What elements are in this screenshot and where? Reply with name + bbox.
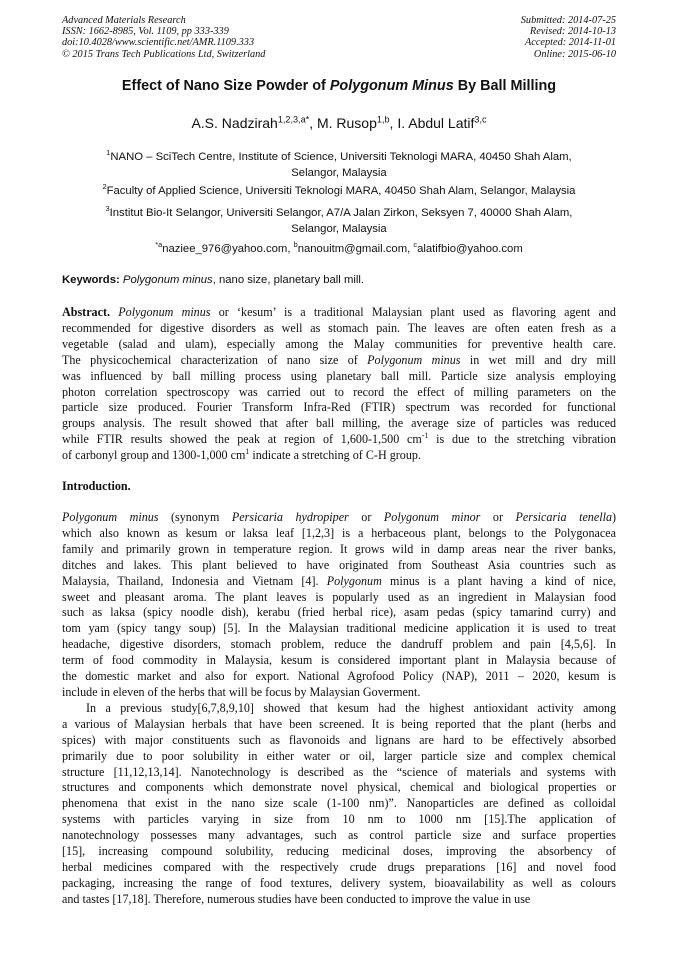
text-run: include in eleven of the herbs that will be focus by Malaysian Goverment. xyxy=(62,684,421,699)
title-post: By Ball Milling xyxy=(453,78,557,94)
text-line xyxy=(62,605,616,621)
keywords-label: Keywords: xyxy=(62,274,120,286)
text-run: primarily due to poor solubility in either water or oil, larger particle size and complex chemical xyxy=(62,748,616,763)
keywords xyxy=(62,274,616,286)
doi-line: doi:10.4028/www.scientific.net/AMR.1109.333 xyxy=(62,37,255,49)
affiliation-line: Selangor, Malaysia xyxy=(291,223,387,235)
text-run: sweet and pleasant aroma. The plant leaves is popularly used as an ingredient in Malaysian food xyxy=(62,589,616,604)
author-emails xyxy=(40,240,638,255)
italic-text: Persicaria hydropiper xyxy=(231,510,349,524)
text-run: phenomena that exist in the nano size scale (1-100 nm)”. Nanoparticles are defined as colloidal xyxy=(62,796,616,811)
text-line xyxy=(62,812,616,828)
italic-text: Polygonum xyxy=(326,573,382,588)
email-address: naziee_976@yahoo.com, xyxy=(162,243,294,255)
text-line xyxy=(62,637,616,653)
paper-title xyxy=(40,78,638,94)
text-run: minus is a plant having a kind of nice, xyxy=(381,573,616,588)
text-run: or ‘kesum’ is a traditional Malaysian plant used as flavoring agent and xyxy=(210,305,616,319)
text-line xyxy=(62,876,616,892)
text-line xyxy=(62,400,616,416)
text-run: (synonym xyxy=(158,510,232,524)
text-run: ditches and lakes. This plant believed to have originated from Southeast Asia countries such as xyxy=(62,557,616,572)
superscript: -1 xyxy=(421,431,429,441)
email-address: nanouitm@gmail.com, xyxy=(297,243,414,255)
text-line xyxy=(62,653,616,669)
text-run: indicate a stretching of C-H group. xyxy=(249,448,421,463)
author-sup: 3,c xyxy=(474,114,487,125)
italic-text: Polygonum minus xyxy=(62,510,159,524)
text-run: family and primarily grown in temperature region. It grows wild in damp areas near the river banks, xyxy=(62,541,616,556)
text-line xyxy=(62,558,616,574)
text-line xyxy=(62,621,616,637)
introduction-heading: Introduction. xyxy=(62,479,131,493)
text-line xyxy=(62,574,616,590)
text-run: tom yam (spicy tangy soup) [5]. In the Malaysian traditional medicine application it is used to treat xyxy=(62,621,616,636)
italic-text: Polygonum minus xyxy=(118,305,211,319)
journal-info xyxy=(62,15,265,60)
keywords-rest: , nano size, planetary ball mill. xyxy=(212,274,365,286)
text-line xyxy=(62,321,616,337)
affiliation-line: Faculty of Applied Science, Universiti Teknologi MARA, 40450 Shah Alam, Selangor, Malaysia xyxy=(106,185,576,197)
italic-text: Polygonum minor xyxy=(383,510,481,524)
email-address: alatifbio@yahoo.com xyxy=(417,243,523,255)
text-run: ) xyxy=(612,510,617,524)
text-run: in wet mill and dry mill xyxy=(460,352,616,367)
text-run xyxy=(567,510,580,524)
text-line xyxy=(62,765,616,781)
text-line xyxy=(62,305,616,321)
affiliation-line: NANO – SciTech Centre, Institute of Science, Universiti Teknologi MARA, 40450 Shah Alam, xyxy=(110,151,572,163)
accepted-date: Accepted: 2014-11-01 xyxy=(524,37,616,49)
text-line xyxy=(62,860,616,876)
revised-date: Revised: 2014-10-13 xyxy=(529,26,616,38)
text-line xyxy=(62,749,616,765)
text-run: nanotechnology possesses many advantages, such as control particle size and surface properties xyxy=(62,828,616,843)
italic-text: Persicaria xyxy=(515,510,567,524)
text-run: [15], increasing compound solubility, reducing medicinal doses, improving the absorbency of xyxy=(62,844,616,859)
text-run: packaging, increasing the range of food textures, delivery system, bioavailability as well as colours xyxy=(62,875,616,890)
text-line xyxy=(62,669,616,685)
text-line xyxy=(62,844,616,860)
title-italic: Polygonum Minus xyxy=(329,78,454,94)
text-run: vegetable (salad and ulam), especially among the Malay communities for preventive health care. xyxy=(62,336,616,351)
email-sup: *a xyxy=(155,240,163,250)
affiliation-num: 2 xyxy=(102,182,107,192)
text-run: The physicochemical characterization of nano size of xyxy=(62,352,368,367)
author-sup: 1,2,3,a* xyxy=(277,114,310,125)
text-run: In a previous study[6,7,8,9,10] showed that kesum had the highest antioxidant activity among xyxy=(86,700,616,715)
affiliation-line: Institut Bio-It Selangor, Universiti Selangor, A7/A Jalan Zirkon, Seksyen 7, 40000 Shah Alam, xyxy=(109,207,573,219)
text-line xyxy=(62,542,616,558)
text-run: photon correlation spectroscopy was carried out to record the effect of milling parameters on the xyxy=(62,384,616,399)
text-run: herbal medicines compared with the respectively crude drugs preparations [16] and novel food xyxy=(62,859,616,874)
text-line xyxy=(62,337,616,353)
text-line xyxy=(62,369,616,385)
text-run: which also known as kesum or laksa leaf [1,2,3] is a herbaceous plant, belongs to the Polygonacea xyxy=(62,525,616,540)
text-run: structures and components which demonstrate novel physical, chemical and biological properties or xyxy=(62,780,616,795)
text-run: headache, digestive disorders, stomach problem, reduce the dandruff problem and pain [4,5,6]. In xyxy=(62,637,616,652)
text-run: was influenced by ball milling process using planetary ball mill. Particle size analysis employing xyxy=(62,368,616,383)
text-run: particle size produced. Fourier Transform Infra-Red (FTIR) spectrum was recorded for functional xyxy=(62,400,616,415)
online-date: Online: 2015-06-10 xyxy=(533,48,616,60)
copyright-line: © 2015 Trans Tech Publications Ltd, Switzerland xyxy=(62,48,266,60)
text-run: Malaysia, Thailand, Indonesia and Vietnam [4]. xyxy=(62,573,327,588)
text-run: systems with particles varying in size from 10 nm to 1000 nm [15].The application of xyxy=(62,812,616,827)
text-run: of carbonyl group and 1300-1,000 cm xyxy=(62,448,246,463)
text-run: such as laksa (spicy noodle dish), kerabu (fried herbal rice), asam pedas (spicy tamarind curry) and xyxy=(62,605,616,620)
text-line xyxy=(62,590,616,606)
superscript: 1 xyxy=(245,447,250,457)
text-line xyxy=(62,796,616,812)
text-line xyxy=(62,353,616,369)
text-run: the domestic market and also for export. National Agrofood Policy (NAP), 2011 – 2020, kesum is xyxy=(62,669,616,684)
title-pre: Effect of Nano Size Powder of xyxy=(121,78,330,94)
affiliation-num: 3 xyxy=(105,204,110,214)
text-run: while FTIR results showed the peak at region of 1,600-1,500 cm xyxy=(62,432,422,447)
text-run: is due to the stretching vibration xyxy=(428,432,616,447)
dates-info xyxy=(521,15,616,60)
text-run: a various of Malaysian herbals that have been screened. It is being reported that the plant (herbs and xyxy=(62,716,616,731)
author-name: A.S. Nadzirah xyxy=(191,115,278,131)
issn-line: ISSN: 1662-8985, Vol. 1109, pp 333-339 xyxy=(62,26,229,38)
affiliation-line: Selangor, Malaysia xyxy=(291,167,387,179)
abstract-label: Abstract. xyxy=(62,305,111,319)
text-run: recommended for digestive disorders as well as stomach pain. The leaves are often eaten fresh as a xyxy=(62,320,616,335)
text-line xyxy=(62,717,616,733)
author-sep: , xyxy=(309,115,317,131)
text-run: structure [11,12,13,14]. Nanotechnology is described as the “science of materials and systems with xyxy=(62,764,616,779)
text-line xyxy=(62,416,616,432)
text-line xyxy=(62,892,616,908)
text-run: groups analysis. The result showed that after ball milling, the average size of particles was reduced xyxy=(62,416,616,431)
text-line xyxy=(62,385,616,401)
text-line xyxy=(62,780,616,796)
text-line xyxy=(62,828,616,844)
affiliation-1 xyxy=(62,149,616,181)
keyword-italic: Polygonum minus xyxy=(122,274,213,286)
text-line xyxy=(62,432,616,448)
italic-text: tenella xyxy=(579,510,612,524)
text-run: or xyxy=(348,510,384,524)
email-sup: c xyxy=(413,240,418,250)
text-run: or xyxy=(480,510,516,524)
journal-name: Advanced Materials Research xyxy=(62,15,186,26)
author-sup: 1,b xyxy=(376,114,390,125)
affiliation-2 xyxy=(62,183,616,199)
text-line xyxy=(62,448,616,464)
italic-text: Polygonum minus xyxy=(367,352,461,367)
text-line xyxy=(62,510,616,526)
text-line xyxy=(62,733,616,749)
affiliation-num: 1 xyxy=(106,148,111,158)
text-line xyxy=(62,526,616,542)
author-sep: , xyxy=(389,115,398,131)
abstract xyxy=(62,305,616,464)
text-run: and tastes [17,18]. Therefore, numerous studies have been conducted to improve the value in use xyxy=(62,891,531,906)
text-line xyxy=(62,701,616,717)
author-name: M. Rusop xyxy=(316,115,377,131)
text-run: term of food commodity in Malaysia, kesum is considered important plant in Malaysia because of xyxy=(62,653,616,668)
author-name: I. Abdul Latif xyxy=(397,115,475,131)
authors xyxy=(40,115,638,131)
introduction-body xyxy=(62,510,616,908)
affiliation-3 xyxy=(62,205,616,237)
text-line xyxy=(62,685,616,701)
submitted-date: Submitted: 2014-07-25 xyxy=(520,15,616,26)
text-run: spices) with major constituents such as flavonoids and lignans are hard to be effectively absorbed xyxy=(62,732,616,747)
email-sup: b xyxy=(293,240,298,250)
